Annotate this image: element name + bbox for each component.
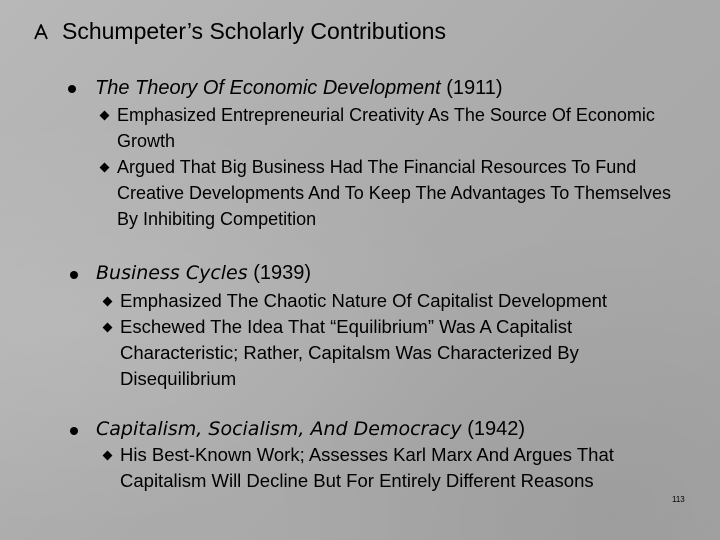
round-bullet-icon [70, 271, 78, 279]
sub-bullet-list [0, 288, 720, 392]
sub-bullet-text: Argued That Big Business Had The Financial Resources To Fund Creative Developments And To Keep The Advantages To Themselves By Inhibiting Competition [117, 157, 672, 229]
hand-pointer-icon [32, 23, 50, 41]
sub-bullet-list [0, 102, 720, 232]
section-business-cycles [0, 260, 720, 392]
publication-year: (1939) [253, 262, 312, 284]
level1-item [0, 416, 720, 442]
diamond-bullet-icon [103, 451, 113, 461]
sub-bullet-item [0, 102, 677, 154]
page-number: 113 [672, 495, 685, 504]
sub-bullet-item [0, 314, 665, 392]
book-title: Capitalism, Socialism, And Democracy [96, 418, 462, 440]
sub-bullet-item [0, 442, 655, 494]
sub-bullet-text: Emphasized Entrepreneurial Creativity As The Source Of Economic Growth [117, 105, 655, 151]
diamond-bullet-icon [100, 163, 110, 173]
diamond-bullet-icon [100, 111, 110, 121]
book-title: Business Cycles [96, 262, 248, 284]
section-theory-of-economic-development [0, 75, 720, 232]
book-title: The Theory Of Economic Development [95, 77, 441, 99]
sub-bullet-text: Emphasized The Chaotic Nature Of Capitalist Development [120, 290, 608, 311]
publication-year: (1911) [446, 77, 503, 99]
diamond-bullet-icon [103, 323, 113, 333]
sub-bullet-item [0, 288, 700, 314]
sub-bullet-item [0, 154, 672, 232]
level1-item [0, 75, 720, 101]
round-bullet-icon [70, 427, 78, 435]
publication-year: (1942) [467, 418, 526, 440]
round-bullet-icon [68, 85, 76, 93]
section-capitalism-socialism-democracy [0, 416, 720, 494]
sub-bullet-list [0, 442, 720, 494]
slide-title-text: Schumpeter’s Scholarly Contributions [62, 18, 446, 44]
level1-item [0, 260, 720, 286]
diamond-bullet-icon [103, 297, 113, 307]
slide-title [32, 18, 446, 45]
sub-bullet-text: Eschewed The Idea That “Equilibrium” Was A Capitalist Characteristic; Rather, Capitalsm Was Characterized By Disequilibrium [120, 316, 579, 389]
sub-bullet-text: His Best-Known Work; Assesses Karl Marx And Argues That Capitalism Will Decline But For Entirely Different Reasons [120, 444, 614, 491]
